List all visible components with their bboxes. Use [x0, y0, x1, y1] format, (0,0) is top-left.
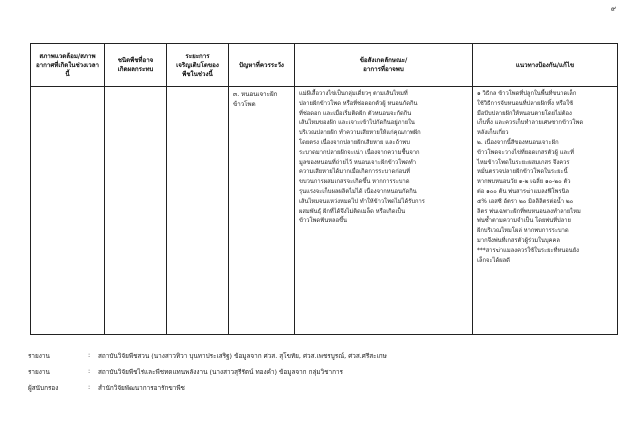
header-growth-stage: ระยะการ เจริญเติบโตของ พืชในช่วงนี้	[167, 44, 229, 87]
footer-line-2	[28, 367, 343, 377]
cell-prevention	[473, 87, 618, 335]
cell-symptoms	[295, 87, 473, 335]
cell-pest	[229, 87, 295, 335]
cell-environment	[31, 87, 105, 335]
footer-text: สถาบันวิจัยพืชสวน (นางสาวทิวา บุนทาประเสริฐ) ข้อมูลจาก ศวส. สุโขทัย, ศวส.เพชรบูรณ์, ศวส.ศรีสะเกษ	[98, 352, 387, 360]
pest-name: ๓. หนอนเจาะฝัก ข้าวโพด	[233, 91, 278, 108]
footer-text: สถาบันวิจัยพืชไร่และพืชทดแทนพลังงาน (นางสาวสุรีรัตน์ ทองคำ) ข้อมูลจาก กลุ่มวิชาการ	[98, 368, 343, 376]
header-prevention: แนวทางป้องกัน/แก้ไข	[473, 44, 618, 87]
cell-growth-stage	[167, 87, 229, 335]
footer-line-3	[28, 383, 185, 393]
footer-line-1	[28, 351, 387, 361]
footer-colon: :	[88, 351, 91, 359]
header-symptoms: ข้อสังเกตลักษณะ/ อาการที่อาจพบ	[295, 44, 473, 87]
footer-text: สำนักวิจัยพัฒนาการอารักขาพืช	[98, 384, 185, 392]
footer-label: รายงาน	[28, 368, 50, 376]
header-environment: สภาพแวดล้อม/สภาพ อากาศที่เกิดในช่วงเวลานี้	[31, 44, 105, 87]
footer-label: รายงาน	[28, 352, 50, 360]
header-pest: ปัญหาที่ควรระวัง	[229, 44, 295, 87]
pest-advisory-table	[30, 43, 618, 335]
footer-label: ผู้สนับกรอง	[28, 384, 59, 392]
header-crop: ชนิดพืชที่อาจ เกิดผลกระทบ	[105, 44, 167, 87]
footer-colon: :	[88, 367, 91, 375]
cell-crop	[105, 87, 167, 335]
page-number: ๙	[610, 5, 616, 13]
table-header-row	[31, 44, 618, 87]
prevention-text: ๑ วิธีกล ข้าวโพดที่ปลูกในพื้นที่ขนาดเล็ก ใช้วิธีการจับหนอนที่ปลายฝักทิ้ง หรือใช้ มือบีบปลายฝักให้หนอนตายโดยไม่ต้อง เก็บทิ้ง และควรเก็บทำลายเศษซากข้าวโพด หลังเก็บเกี่ยว ๒. เนื่องจากนี้สีของหนอนเจาะฝัก ข้าวโพดจะวางไข่ที่ยอดเกสรตัวผู้ และที่ ไหมข้าวโพดในระยะผสมเกสร จึงควร หมั่นตรวจปลายฝักข้าวโพดในระยะนี้ หากพบหนอนวัย ๑-๒ เฉลี่ย ๑๐-๒๐ ตัว ต่อ ๑๐๐ ต้น พ่นสารฆ่าแมลงฟีโพรนิล ๕% เอสซี อัตรา ๒๐ มิลลิลิตรต่อน้ำ ๒๐ ลิตร พ่นเฉพาะฝักที่พบหนอนลงทำลายไหม พ่นซ้ำตามความจำเป็น โดยพ่นที่ปลาย ฝักบริเวณไหมโผล่ หากพบการระบาด มากจึงพ่นที่เกสรตัวผู้ร่วมในบุคคล ***สารฆ่าแมลงควรใช้ในระยะที่หนอนยัง เล็กจะได้ผลดี	[477, 91, 584, 264]
footer-colon: :	[88, 383, 91, 391]
symptoms-text: แม่ผีเสื้อวางไข่เป็นกลุ่มเดี่ยวๆ ตามเส้นไหมที่ ปลายฝักข้าวโพด หรือที่ช่อดอกตัวผู้ หนอนกัดกิน ที่ช่อดอก และเมื่อเริ่มติดฝัก ตัวหนอนจะกัดกิน เส้นไหมของฝัก และเจาะเข้าไปกัดกินอยู่ภายใน บริเวณปลายฝัก ทำความเสียหายให้แก่คุณภาพฝัก โดยตรง เนื่องจากปลายฝักเสียหาย และถ้าพบ ระบาดมากปลายฝักจะเน่า เนื่องจากความชื้นจาก มูลของหนอนที่ถ่ายไว้ หนอนเจาะฝักข้าวโพดทำ ความเสียหายได้มากเมื่อเกิดการระบาดก่อนที่ ขบวนการผสมเกสรจะเกิดขึ้น หากการระบาด รุนแรงจะเก็บผลผลิตไม่ได้ เนื่องจากหนอนกัดกิน เส้นไหมจนแหว่งหมดไป ทำให้ข้าวโพดไม่ได้รับการ ผสมพันธุ์ ฝักที่ได้จึงไม่ติดเมล็ด หรือเกิดเป็น ข้าวโพดฟันหลอขึ้น	[299, 91, 425, 225]
table-row	[31, 87, 618, 335]
